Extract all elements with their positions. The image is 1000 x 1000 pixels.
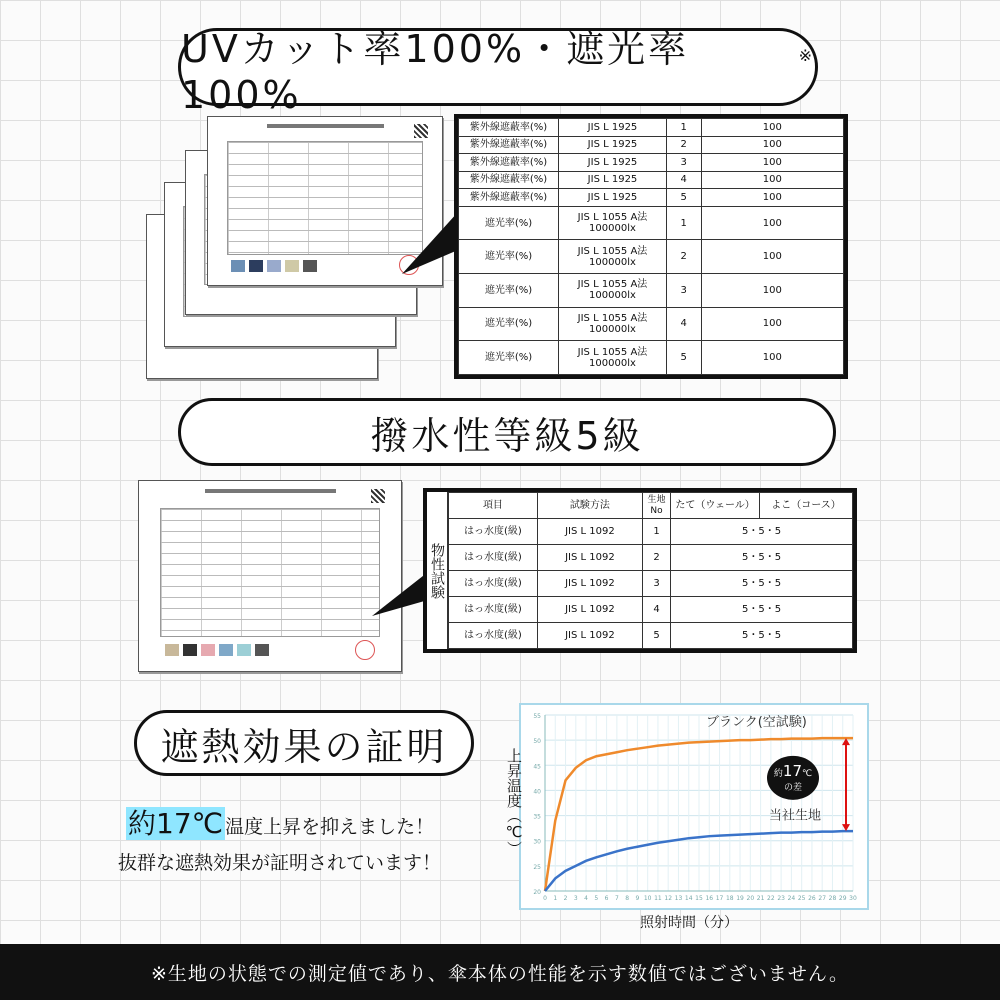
header-item: 項目 <box>449 493 538 519</box>
x-tick-label: 29 <box>838 895 847 902</box>
x-tick-label: 2 <box>563 895 568 902</box>
table-row <box>459 154 844 172</box>
table-cell-value: 5・5・5 <box>671 571 853 597</box>
table-cell-item: 遮光率(%) <box>459 307 559 341</box>
table-row <box>459 206 844 240</box>
x-tick-label: 23 <box>777 895 785 902</box>
series-label-ours: 当社生地 <box>769 808 822 824</box>
header-method: 試験方法 <box>537 493 642 519</box>
table-cell-no: 3 <box>666 274 701 308</box>
table-cell-no: 1 <box>642 519 670 545</box>
table-cell-item: はっ水度(級) <box>449 571 538 597</box>
y-tick-label: 55 <box>533 713 541 720</box>
table-cell-item: はっ水度(級) <box>449 623 538 649</box>
chart-xlabel: 照射時間（分） <box>640 915 738 931</box>
table-cell-method: JIS L 1055 A法 100000lx <box>559 307 667 341</box>
heat-description-line1 <box>126 802 434 842</box>
table-cell-method: JIS L 1055 A法 100000lx <box>559 341 667 375</box>
x-tick-label: 14 <box>684 895 693 902</box>
x-tick-label: 15 <box>695 895 703 902</box>
x-tick-label: 12 <box>664 895 673 902</box>
table-row <box>449 545 853 571</box>
x-tick-label: 16 <box>705 895 714 902</box>
y-tick-label: 20 <box>533 889 541 896</box>
y-tick-label: 50 <box>533 738 541 746</box>
table-row <box>449 623 853 649</box>
physical-test-label: 物性試験 <box>427 492 448 649</box>
table-row <box>459 189 844 207</box>
x-tick-label: 17 <box>715 895 724 902</box>
table-row <box>459 274 844 308</box>
x-tick-label: 19 <box>736 895 744 902</box>
table-cell-value: 100 <box>701 154 843 172</box>
footer-text: ※生地の状態での測定値であり、傘本体の性能を示す数値ではございません。 <box>150 962 850 985</box>
x-tick-label: 1 <box>553 895 558 902</box>
table-cell-no: 4 <box>666 307 701 341</box>
x-tick-label: 6 <box>604 895 609 902</box>
footer-note <box>0 944 1000 1000</box>
table-cell-no: 3 <box>642 571 670 597</box>
table-cell-item: 紫外線遮蔽率(%) <box>459 171 559 189</box>
table-cell-value: 5・5・5 <box>671 597 853 623</box>
y-tick-label: 45 <box>533 763 541 771</box>
table-cell-value: 5・5・5 <box>671 623 853 649</box>
table-row <box>459 240 844 274</box>
table-cell-no: 5 <box>642 623 670 649</box>
x-tick-label: 3 <box>573 895 578 902</box>
header-no: 生地No <box>642 493 670 519</box>
difference-badge-sub: の差 <box>783 782 803 793</box>
table-cell-method: JIS L 1092 <box>537 623 642 649</box>
x-tick-label: 8 <box>625 895 630 902</box>
heat-heading-text: 遮熱効果の証明 <box>160 724 448 769</box>
x-tick-label: 10 <box>643 895 652 902</box>
table-cell-item: 遮光率(%) <box>459 274 559 308</box>
table-cell-item: はっ水度(級) <box>449 519 538 545</box>
table-cell-value: 100 <box>701 307 843 341</box>
table-row <box>459 307 844 341</box>
table-cell-value: 100 <box>701 274 843 308</box>
table-cell-method: JIS L 1055 A法 100000lx <box>559 240 667 274</box>
x-tick-label: 4 <box>584 895 588 902</box>
table-row <box>459 341 844 375</box>
table-cell-item: 紫外線遮蔽率(%) <box>459 154 559 172</box>
table-cell-value: 100 <box>701 206 843 240</box>
series-label-blank: ブランク(空試験) <box>706 715 807 731</box>
uv-heading <box>178 26 818 117</box>
x-tick-label: 5 <box>594 895 599 902</box>
table-cell-item: 紫外線遮蔽率(%) <box>459 136 559 154</box>
table-cell-no: 4 <box>666 171 701 189</box>
uv-heading-text: UVカット率100%・遮光率100% <box>181 26 690 117</box>
table-cell-no: 5 <box>666 189 701 207</box>
x-tick-label: 26 <box>808 895 816 902</box>
table-cell-item: 紫外線遮蔽率(%) <box>459 189 559 207</box>
table-cell-item: はっ水度(級) <box>449 545 538 571</box>
x-tick-label: 25 <box>797 895 806 902</box>
uv-callout-pointer <box>400 210 460 280</box>
table-cell-value: 100 <box>701 136 843 154</box>
table-cell-method: JIS L 1925 <box>559 171 667 189</box>
water-report-sheet <box>138 480 402 672</box>
table-row <box>449 519 853 545</box>
table-row <box>459 119 844 137</box>
table-cell-item: はっ水度(級) <box>449 597 538 623</box>
water-results-table <box>423 488 857 653</box>
table-cell-value: 5・5・5 <box>671 545 853 571</box>
y-tick-label: 35 <box>533 813 541 821</box>
table-cell-method: JIS L 1092 <box>537 519 642 545</box>
heat-line1-text: 温度上昇を抑えました！ <box>225 816 435 838</box>
header-yoko: よこ（コース） <box>760 493 853 519</box>
qr-code-icon <box>414 124 428 138</box>
stamp-icon <box>355 640 375 660</box>
heat-line2-text: 抜群な遮熱効果が証明されています！ <box>118 852 442 874</box>
table-cell-method: JIS L 1055 A法 100000lx <box>559 206 667 240</box>
heat-description-line2 <box>118 848 441 875</box>
fabric-swatches <box>231 260 317 272</box>
table-cell-no: 5 <box>666 341 701 375</box>
table-cell-no: 4 <box>642 597 670 623</box>
x-tick-label: 27 <box>818 895 827 902</box>
x-tick-label: 21 <box>756 895 765 902</box>
x-tick-label: 11 <box>654 895 662 902</box>
x-tick-label: 13 <box>674 895 683 902</box>
table-cell-method: JIS L 1925 <box>559 154 667 172</box>
x-tick-label: 22 <box>767 895 775 902</box>
fabric-swatches <box>165 644 269 656</box>
table-cell-item: 紫外線遮蔽率(%) <box>459 119 559 137</box>
x-tick-label: 24 <box>787 895 796 902</box>
highlight-17c: 約17℃ <box>128 807 224 840</box>
table-cell-no: 2 <box>666 136 701 154</box>
table-cell-item: 遮光率(%) <box>459 240 559 274</box>
x-tick-label: 0 <box>543 895 547 902</box>
heat-chart <box>519 703 869 910</box>
qr-code-icon <box>371 489 385 503</box>
x-tick-label: 7 <box>614 895 619 902</box>
x-tick-label: 30 <box>849 895 857 902</box>
table-cell-item: 遮光率(%) <box>459 341 559 375</box>
heat-chart-svg <box>521 705 867 908</box>
uv-results-table <box>454 114 848 379</box>
table-cell-value: 100 <box>701 119 843 137</box>
x-tick-label: 9 <box>635 895 640 902</box>
table-cell-method: JIS L 1055 A法 100000lx <box>559 274 667 308</box>
table-cell-no: 3 <box>666 154 701 172</box>
chart-ylabel: 上昇温度（℃） <box>505 748 523 856</box>
table-cell-method: JIS L 1092 <box>537 545 642 571</box>
table-cell-value: 5・5・5 <box>671 519 853 545</box>
water-heading-text: 撥水性等級5級 <box>370 413 644 458</box>
table-cell-value: 100 <box>701 341 843 375</box>
y-tick-label: 40 <box>533 788 541 796</box>
table-cell-value: 100 <box>701 189 843 207</box>
x-tick-label: 28 <box>828 895 837 902</box>
table-cell-method: JIS L 1092 <box>537 571 642 597</box>
table-cell-method: JIS L 1925 <box>559 136 667 154</box>
x-tick-label: 18 <box>725 895 734 902</box>
table-row <box>449 597 853 623</box>
table-cell-value: 100 <box>701 171 843 189</box>
x-tick-label: 20 <box>746 895 755 902</box>
table-cell-no: 1 <box>666 206 701 240</box>
heat-heading <box>134 710 474 776</box>
water-callout-pointer <box>370 570 430 620</box>
table-cell-value: 100 <box>701 240 843 274</box>
table-row <box>459 171 844 189</box>
table-cell-no: 1 <box>666 119 701 137</box>
table-row <box>459 136 844 154</box>
table-cell-method: JIS L 1925 <box>559 189 667 207</box>
table-cell-method: JIS L 1925 <box>559 119 667 137</box>
table-row <box>449 571 853 597</box>
difference-badge-value: 約17℃ <box>773 761 813 780</box>
water-heading <box>178 398 836 466</box>
table-cell-no: 2 <box>666 240 701 274</box>
table-cell-item: 遮光率(%) <box>459 206 559 240</box>
table-cell-no: 2 <box>642 545 670 571</box>
y-tick-label: 25 <box>533 863 541 871</box>
uv-heading-mark: ※ <box>798 45 815 65</box>
header-tate: たて（ウェール） <box>671 493 760 519</box>
y-tick-label: 30 <box>533 838 541 846</box>
table-cell-method: JIS L 1092 <box>537 597 642 623</box>
